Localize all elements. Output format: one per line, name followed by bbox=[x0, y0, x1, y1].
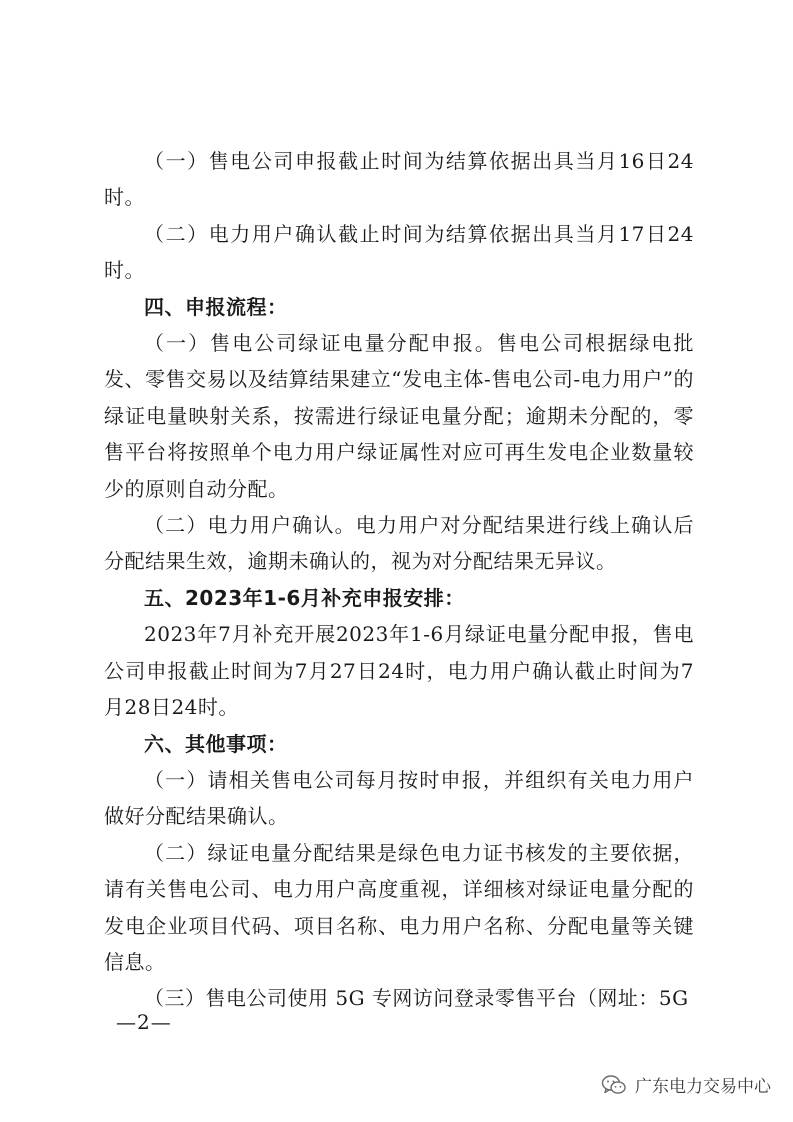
paragraph: （三）售电公司使用 5G 专网访问登录零售平台（网址：5G bbox=[144, 986, 689, 1011]
section-heading: 五、2023年1-6月补充申报安排： bbox=[144, 585, 465, 610]
section-heading: 六、其他事项： bbox=[144, 731, 288, 756]
paragraph: （二）绿证电量分配结果是绿色电力证书核发的主要依据，请有关售电公司、电力用户高度重视，详细核对绿证电量分配的发电企业项目代码、项目名称、电力用户名称、分配电量等关键信息。 bbox=[104, 840, 694, 974]
paragraph: （二）电力用户确认截止时间为结算依据出具当月17日24时。 bbox=[104, 221, 694, 283]
paragraph: 2023年7月补充开展2023年1-6月绿证电量分配申报，售电公司申报截止时间为7月27日24时，电力用户确认截止时间为7月28日24时。 bbox=[104, 622, 694, 720]
watermark-text: 广东电力交易中心 bbox=[635, 1077, 771, 1097]
wechat-icon bbox=[601, 1074, 627, 1096]
document-body bbox=[104, 143, 694, 1017]
paragraph: （一）售电公司绿证电量分配申报。售电公司根据绿电批发、零售交易以及结算结果建立“发电主体-售电公司-电力用户”的绿证电量映射关系，按需进行绿证电量分配；逾期未分配的，零售平台将按照单个电力用户绿证属性对应可再生发电企业数量较少的原则自动分配。 bbox=[104, 331, 694, 501]
paragraph: （一）请相关售电公司每月按时申报，并组织有关电力用户做好分配结果确认。 bbox=[104, 767, 694, 829]
paragraph: （一）售电公司申报截止时间为结算依据出具当月16日24时。 bbox=[104, 149, 694, 210]
source-watermark bbox=[601, 1072, 771, 1097]
page-number: —2— bbox=[116, 1010, 172, 1034]
paragraph: （二）电力用户确认。电力用户对分配结果进行线上确认后分配结果生效，逾期未确认的，视为对分配结果无异议。 bbox=[104, 513, 694, 574]
section-heading: 四、申报流程： bbox=[144, 294, 288, 319]
